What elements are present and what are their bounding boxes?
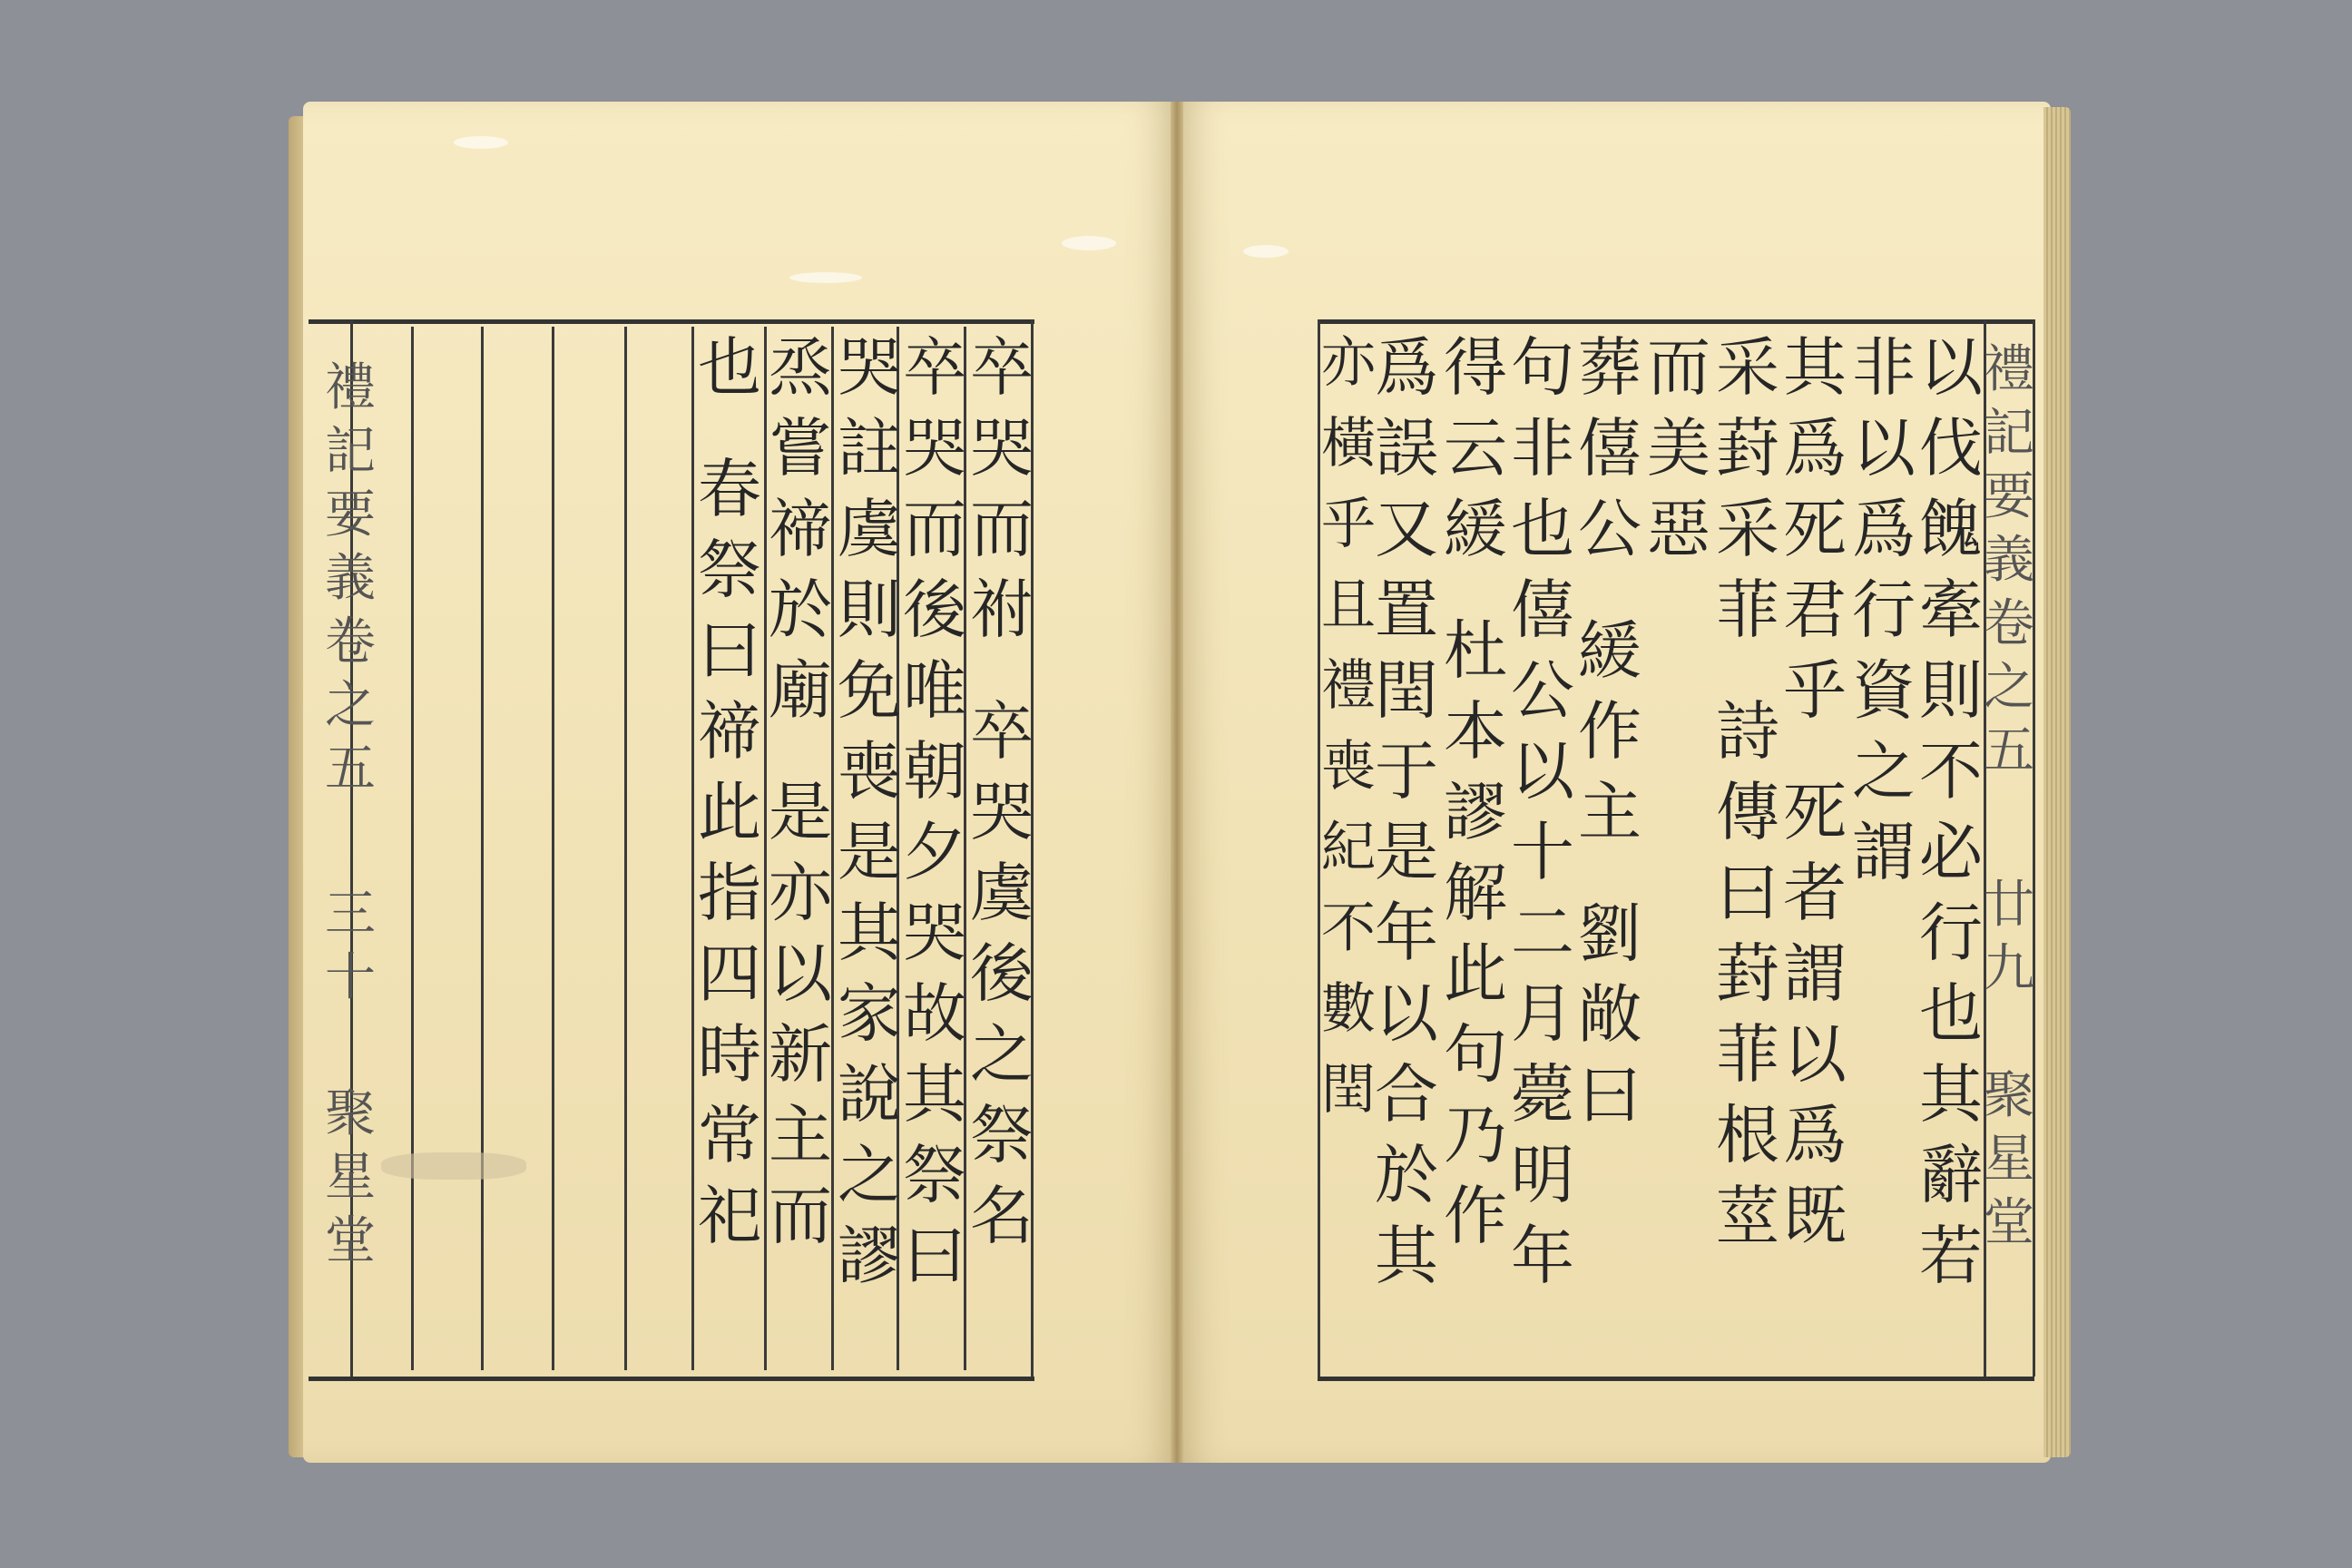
right-col-9: 爲 誤 又 置 閏 于 是 年 以 合 於 其 [1375,330,1438,1293]
right-col-7: 句 非 也 僖 公 以 十 二 月 薨 明 年 [1511,330,1574,1293]
right-col-2: 非 以 爲 行 資 之 謂 [1852,330,1916,889]
wormhole [454,136,508,149]
right-col-4: 采 葑 采 菲 詩 傳 曰 葑 菲 根 莖 [1716,330,1779,1253]
wormhole [789,272,862,283]
right-col-10: 亦 橫 乎 且 禮 喪 紀 不 數 閏 [1321,331,1376,1122]
book-edge-right [2043,107,2071,1457]
book-gutter [1171,102,1183,1463]
wormhole [1243,245,1289,258]
left-col-1: 卒 哭 而 祔 卒 哭 虞 後 之 祭 名 [970,330,1034,1253]
left-margin-title: 禮 記 要 義 卷 之 五 [325,358,376,799]
left-col-2: 卒 哭 而 後 唯 朝 夕 哭 故 其 祭 曰 [903,330,966,1293]
right-col-3: 其 爲 死 君 乎 死 者 謂 以 爲 既 [1783,330,1847,1253]
right-col-5: 而 美 惡 [1647,330,1710,566]
left-margin-page: 三 十 [325,885,376,1007]
left-col-5: 也 春 祭 曰 禘 此 指 四 時 常 祀 [698,330,761,1253]
right-col-6: 葬 僖 公 緩 作 主 劉 敞 曰 [1578,330,1642,1132]
left-col-4: 烝 嘗 禘 於 廟 是 亦 以 新 主 而 [769,330,832,1253]
right-margin-page: 廿 九 [1984,876,2034,998]
right-margin-publisher: 聚 星 堂 [1984,1066,2034,1252]
left-margin-publisher: 聚 星 堂 [325,1084,376,1270]
right-col-8: 得 云 緩 杜 本 謬 解 此 句 乃 作 [1444,330,1507,1253]
stain [381,1152,526,1180]
right-margin-title: 禮 記 要 義 卷 之 五 [1984,340,2034,780]
right-col-1: 以 伐 餽 牽 則 不 必 行 也 其 辭 若 [1919,330,1983,1293]
left-col-3: 哭 註 虞 則 免 喪 是 其 家 說 之 謬 [838,330,901,1293]
wormhole [1062,236,1116,250]
